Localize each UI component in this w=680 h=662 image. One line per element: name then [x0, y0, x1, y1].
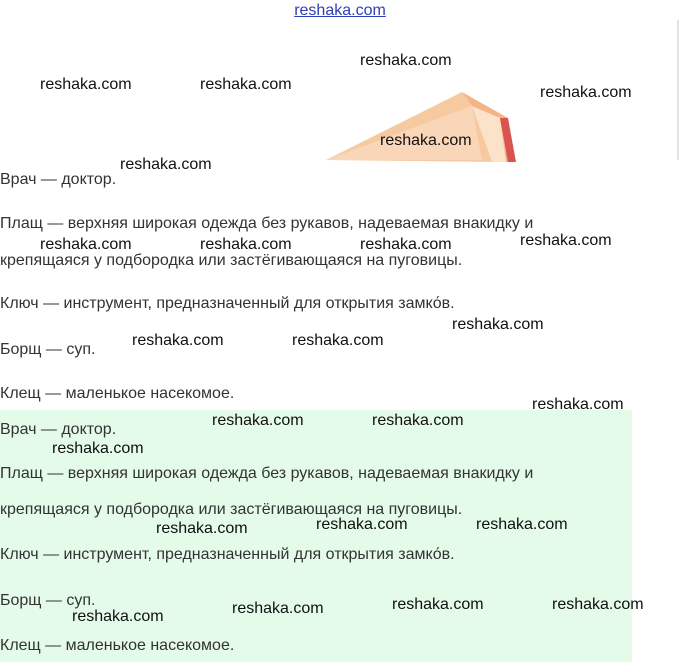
- answer-line: Ключ — инструмент, предназначенный для открытия замко́в.: [0, 546, 455, 563]
- watermark: reshaka.com: [156, 520, 248, 537]
- watermark: reshaka.com: [452, 316, 544, 333]
- watermark: reshaka.com: [200, 76, 292, 93]
- watermark: reshaka.com: [72, 608, 164, 625]
- watermark: reshaka.com: [212, 412, 304, 429]
- watermark: reshaka.com: [360, 236, 452, 253]
- watermark: reshaka.com: [552, 596, 644, 613]
- watermark: reshaka.com: [200, 236, 292, 253]
- watermark: reshaka.com: [520, 232, 612, 249]
- watermark: reshaka.com: [532, 396, 624, 413]
- answer-line: Плащ — верхняя широкая одежда без рукавов, надеваемая внакидку и: [0, 465, 534, 482]
- watermark: reshaka.com: [540, 84, 632, 101]
- answer-line: крепящаяся у подбородка или застёгивающаяся на пуговицы.: [0, 501, 463, 518]
- site-link[interactable]: reshaka.com: [294, 2, 386, 19]
- watermark: reshaka.com: [476, 516, 568, 533]
- watermark: reshaka.com: [316, 516, 408, 533]
- watermark: reshaka.com: [232, 600, 324, 617]
- answer-line: Врач — доктор.: [0, 421, 117, 438]
- answer-line: Клещ — маленькое насекомое.: [0, 637, 235, 654]
- watermark: reshaka.com: [380, 132, 472, 149]
- watermark: reshaka.com: [132, 332, 224, 349]
- definition-line: Врач — доктор.: [0, 171, 117, 188]
- scrollbar[interactable]: [677, 20, 679, 160]
- definition-line: Ключ — инструмент, предназначенный для открытия замко́в.: [0, 295, 455, 312]
- answer-line: Борщ — суп.: [0, 592, 96, 609]
- definition-line: Борщ — суп.: [0, 341, 96, 358]
- definition-line: Клещ — маленькое насекомое.: [0, 385, 235, 402]
- definition-line: Плащ — верхняя широкая одежда без рукавов, надеваемая внакидку и: [0, 215, 534, 232]
- watermark: reshaka.com: [52, 440, 144, 457]
- watermark: reshaka.com: [40, 76, 132, 93]
- watermark: reshaka.com: [292, 332, 384, 349]
- watermark: reshaka.com: [392, 596, 484, 613]
- book-illustration: [322, 88, 522, 167]
- watermark: reshaka.com: [360, 52, 452, 69]
- watermark: reshaka.com: [120, 156, 212, 173]
- watermark: reshaka.com: [40, 236, 132, 253]
- definition-line: крепящаяся у подбородка или застёгивающаяся на пуговицы.: [0, 252, 463, 269]
- watermark: reshaka.com: [372, 412, 464, 429]
